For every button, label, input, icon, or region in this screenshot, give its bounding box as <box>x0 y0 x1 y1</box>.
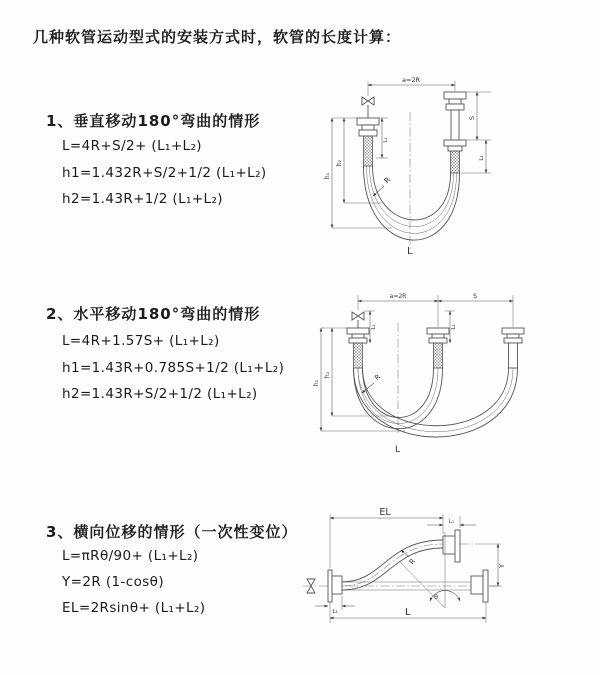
d3-dim-l2-label: L₂ <box>332 609 338 615</box>
d2-middle-flange <box>427 328 449 368</box>
d3-theta-label: θ <box>434 593 438 601</box>
d1-length-label: L <box>407 246 413 257</box>
d1-dim-s-label: S <box>468 115 476 121</box>
section1-formula-h1: h1=1.432R+S/2+1/2 (L₁+L₂) <box>62 165 267 181</box>
d2-right-flange <box>502 328 524 368</box>
section3-heading: 3、横向位移的情形（一次性变位） <box>46 523 298 541</box>
d3-l-dimension <box>330 602 486 623</box>
d3-el-dimension <box>330 507 443 568</box>
diagram-vertical-180-bend <box>310 70 580 265</box>
section3-formula-l: L=πRθ/90+ (L₁+L₂) <box>62 548 199 564</box>
d1-left-flange <box>357 118 379 166</box>
d1-left-braided-hose <box>364 136 373 166</box>
d3-l2-dimension <box>315 596 355 615</box>
d3-s-curve-hose <box>342 540 443 590</box>
d2-radius-label: R <box>373 372 383 383</box>
d1-right-flange <box>444 92 466 173</box>
section2-heading: 2、水平移动180°弯曲的情形 <box>46 305 261 323</box>
d2-left-flange <box>347 328 369 368</box>
d1-dim-h1-label: h₁ <box>324 172 331 180</box>
d3-dim-l-label: L <box>405 607 411 618</box>
section3-formula-el: EL=2Rsinθ+ (L₁+L₂) <box>62 600 206 616</box>
d1-dim-l2-label: L₂ <box>479 155 485 161</box>
d3-upper-flange <box>443 530 460 562</box>
d2-dim-a2r-label: a=2R <box>389 293 407 300</box>
d3-dim-l1-label: L₁ <box>448 519 455 525</box>
d3-radius-label: R <box>407 557 418 567</box>
d3-right-flange <box>471 570 488 602</box>
d2-dim-l2-label: L₂ <box>451 324 457 330</box>
section2-formula-h2: h2=1.43R+S/2+1/2 (L₁+L₂) <box>62 386 258 402</box>
d2-dim-h1-label: h₁ <box>313 379 320 387</box>
section3-formula-y: Y=2R (1-cosθ) <box>62 574 164 590</box>
section2-formula-h1: h1=1.43R+0.785S+1/2 (L₁+L₂) <box>62 360 285 376</box>
d2-top-dimensions <box>358 293 513 330</box>
d2-valve-icon <box>352 312 364 328</box>
d2-dim-l1-label: L₁ <box>371 324 377 330</box>
d2-radius-callout <box>362 373 382 393</box>
d1-right-dimensions <box>460 92 491 173</box>
d3-dim-el-label: EL <box>379 507 391 518</box>
d3-dim-y-label: Y <box>498 563 506 569</box>
d1-valve-icon <box>362 97 374 118</box>
d2-length-label: L <box>395 445 401 455</box>
d1-dim-h2-label: h₂ <box>336 159 343 167</box>
d1-radius-label: R <box>382 175 393 186</box>
d3-left-flange <box>328 570 342 602</box>
d1-dim-a2r-label: a=2R <box>401 76 421 84</box>
d1-radius-callout <box>373 175 392 196</box>
d1-dim-l1-label: L₁ <box>383 137 389 143</box>
d2-dim-s-label: S <box>473 293 477 300</box>
d3-radius-callout <box>401 550 417 566</box>
d1-top-dimension <box>368 76 455 96</box>
d2-middle-braided-hose <box>434 343 443 368</box>
diagram-horizontal-180-bend <box>305 283 595 463</box>
section1-formula-h2: h2=1.43R+1/2 (L₁+L₂) <box>62 191 223 207</box>
d1-right-braided-hose <box>451 151 460 173</box>
d2-dim-h2-label: h₂ <box>324 371 331 379</box>
d2-left-braided-hose <box>354 343 363 368</box>
section1-heading: 1、垂直移动180°弯曲的情形 <box>46 112 261 130</box>
diagram-lateral-displacement <box>295 498 595 646</box>
section2-formula-l: L=4R+1.57S+ (L₁+L₂) <box>62 333 220 349</box>
section1-formula-l: L=4R+S/2+ (L₁+L₂) <box>62 138 202 154</box>
page-title: 几种软管运动型式的安装方式时，软管的长度计算： <box>33 28 402 46</box>
